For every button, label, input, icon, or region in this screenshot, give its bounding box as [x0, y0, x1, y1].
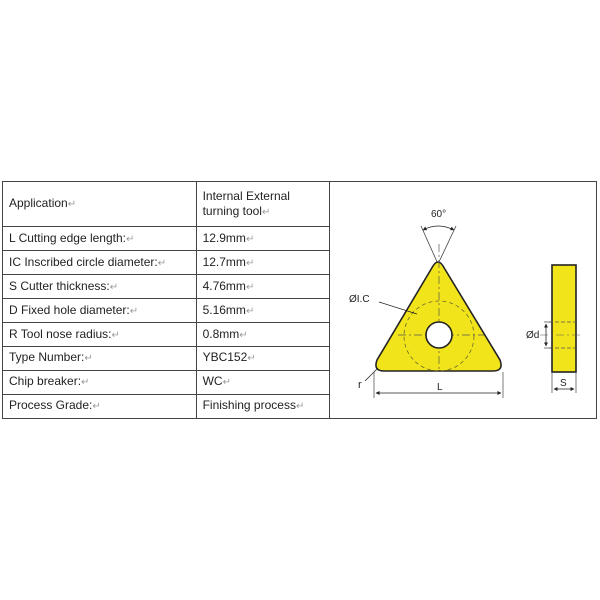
- table-row: [3, 299, 330, 323]
- table-row: [3, 275, 330, 299]
- row-label-hole-diameter: D Fixed hole diameter:↵: [3, 299, 197, 323]
- hole-diameter-label: Ød: [526, 330, 540, 341]
- row-label-nose-radius: R Tool nose radius:↵: [3, 323, 197, 347]
- thickness-label: S: [560, 378, 567, 389]
- row-value-process-grade: Finishing process↵: [196, 394, 329, 418]
- nose-radius-label: r: [358, 379, 362, 391]
- table-row: [3, 323, 330, 347]
- row-label-thickness: S Cutter thickness:↵: [3, 275, 197, 299]
- row-label-process-grade: Process Grade:↵: [3, 394, 197, 418]
- row-value-inscribed-circle: 12.7mm↵: [196, 251, 329, 275]
- row-value-application: Internal External turning tool↵: [196, 182, 329, 227]
- angle-label: 60°: [431, 209, 447, 220]
- table-row: [3, 370, 330, 394]
- row-label-cutting-edge-length: L Cutting edge length:↵: [3, 227, 197, 251]
- table-row: [3, 394, 330, 418]
- row-value-type-number: YBC152↵: [196, 346, 329, 370]
- row-label-application: Application↵: [3, 182, 197, 227]
- row-label-inscribed-circle: IC Inscribed circle diameter:↵: [3, 251, 197, 275]
- row-label-chip-breaker: Chip breaker:↵: [3, 370, 197, 394]
- insert-side-view: [552, 265, 576, 372]
- length-label: L: [437, 382, 443, 393]
- row-label-type-number: Type Number:↵: [3, 346, 197, 370]
- fixed-hole: [426, 322, 452, 348]
- row-value-chip-breaker: WC↵: [196, 370, 329, 394]
- triangle-insert: [376, 262, 501, 371]
- angle-marker: [421, 209, 456, 264]
- spec-table: [2, 181, 330, 419]
- row-value-hole-diameter: 5.16mm↵: [196, 299, 329, 323]
- insert-technical-drawing: [330, 182, 596, 418]
- table-row: [3, 251, 330, 275]
- ic-label: ØI.C: [349, 294, 370, 305]
- table-row: [3, 182, 330, 227]
- row-value-nose-radius: 0.8mm↵: [196, 323, 329, 347]
- table-row: [3, 346, 330, 370]
- row-value-thickness: 4.76mm↵: [196, 275, 329, 299]
- table-row: [3, 227, 330, 251]
- row-value-cutting-edge-length: 12.9mm↵: [196, 227, 329, 251]
